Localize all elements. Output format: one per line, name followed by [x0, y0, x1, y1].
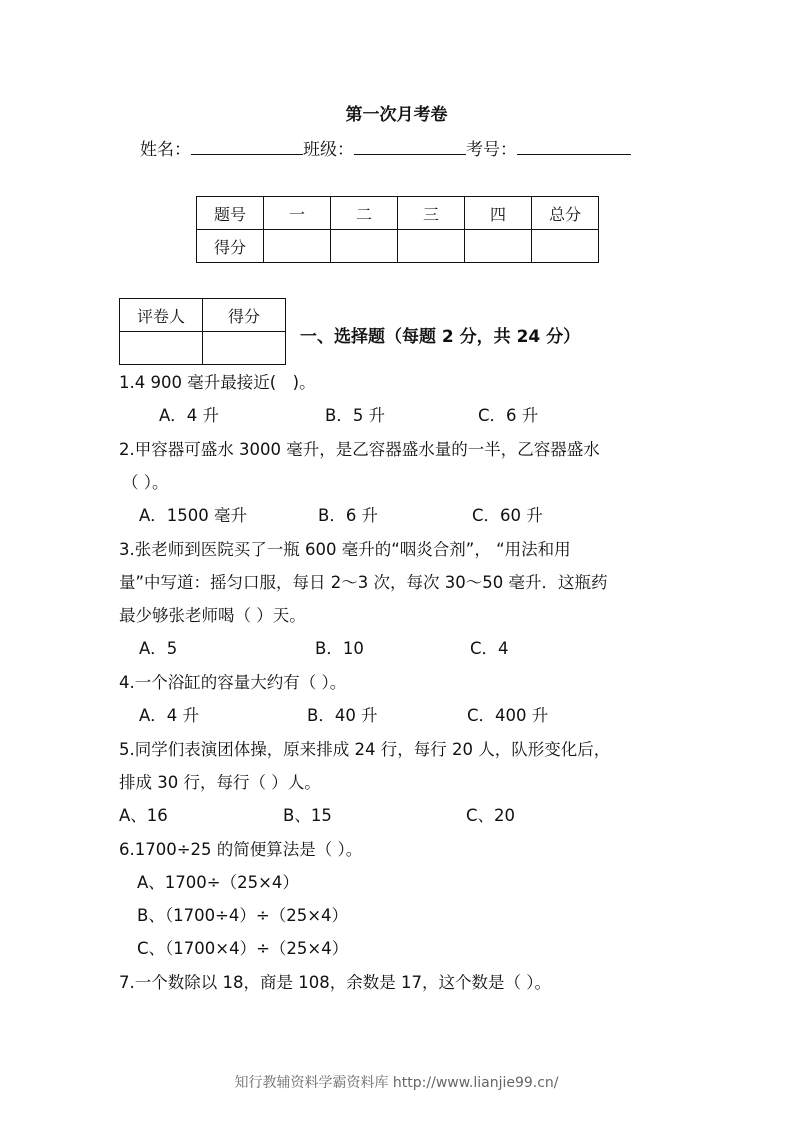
question-2-text-line2: （ ）。: [122, 473, 169, 492]
name-blank: [191, 138, 303, 155]
question-4-text: 4.一个浴缸的容量大约有（ ）。: [119, 673, 347, 692]
score-cell: [331, 230, 398, 263]
question-1-text: 1.4 900 毫升最接近( )。: [119, 373, 316, 392]
score-header-cell: 二: [331, 197, 398, 230]
score-header-cell: 总分: [532, 197, 599, 230]
question-3-text-line1: 3.张老师到医院买了一瓶 600 毫升的“咽炎合剂”， “用法和用: [119, 540, 571, 559]
score-header-cell: 题号: [197, 197, 264, 230]
score-row-label: 得分: [197, 230, 264, 263]
question-6-option-c: C、（1700×4）÷（25×4）: [137, 939, 349, 958]
question-2-option-c: C．60 升: [472, 506, 543, 525]
question-5-option-c: C、20: [466, 806, 516, 825]
score-cell: [264, 230, 331, 263]
score-cell: [465, 230, 532, 263]
question-3-text-line3: 最少够张老师喝（ ）天。: [119, 606, 306, 625]
question-2-text-line1: 2.甲容器可盛水 3000 毫升，是乙容器盛水量的一半，乙容器盛水: [119, 440, 600, 459]
grader-table: [119, 298, 286, 365]
number-label: 考号：: [466, 140, 517, 160]
question-1-option-b: B．5 升: [325, 406, 386, 425]
question-5-option-a: A、16: [119, 806, 168, 825]
score-header-cell: 一: [264, 197, 331, 230]
question-5-text-line1: 5.同学们表演团体操，原来排成 24 行，每行 20 人，队形变化后，: [119, 740, 611, 759]
question-4-option-a: A．4 升: [139, 706, 200, 725]
question-3-text-line2: 量”中写道：摇匀口服，每日 2～3 次，每次 30～50 毫升．这瓶药: [119, 573, 608, 592]
student-info-line: [140, 135, 631, 160]
grader-cell: [203, 332, 286, 365]
grader-cell: [120, 332, 203, 365]
section-title: 一、选择题（每题 2 分，共 24 分）: [300, 327, 581, 347]
page-title: 第一次月考卷: [345, 105, 448, 125]
grader-header-cell: 得分: [203, 299, 286, 332]
question-6-option-a: A、1700÷（25×4）: [137, 873, 299, 892]
score-header-cell: 三: [398, 197, 465, 230]
score-table: [196, 196, 599, 263]
question-6-option-b: B、（1700÷4）÷（25×4）: [137, 906, 349, 925]
score-header-cell: 四: [465, 197, 532, 230]
grader-table-empty-row: [120, 332, 286, 365]
footer-watermark: 知行教辅资料学霸资料库 http://www.lianjie99.cn/: [234, 1075, 559, 1091]
score-table-header-row: [197, 197, 599, 230]
grader-table-header-row: [120, 299, 286, 332]
name-label: 姓名：: [140, 140, 191, 160]
question-2-option-b: B．6 升: [318, 506, 379, 525]
question-3-option-b: B．10: [315, 639, 364, 658]
question-1-option-c: C．6 升: [478, 406, 539, 425]
question-3-option-c: C．4: [470, 639, 509, 658]
number-blank: [517, 138, 631, 155]
question-5-text-line2: 排成 30 行，每行（ ）人。: [119, 773, 321, 792]
class-blank: [354, 138, 466, 155]
question-3-option-a: A．5: [139, 639, 178, 658]
question-2-option-a: A．1500 毫升: [139, 506, 248, 525]
question-5-option-b: B、15: [283, 806, 332, 825]
question-1-option-a: A．4 升: [159, 406, 220, 425]
question-6-text: 6.1700÷25 的简便算法是（ ）。: [119, 840, 363, 859]
question-4-option-c: C．400 升: [467, 706, 549, 725]
question-7-text: 7.一个数除以 18，商是 108，余数是 17，这个数是（ ）。: [119, 973, 551, 992]
score-table-score-row: [197, 230, 599, 263]
score-cell: [398, 230, 465, 263]
class-label: 班级：: [303, 140, 354, 160]
question-4-option-b: B．40 升: [307, 706, 378, 725]
grader-header-cell: 评卷人: [120, 299, 203, 332]
score-cell: [532, 230, 599, 263]
